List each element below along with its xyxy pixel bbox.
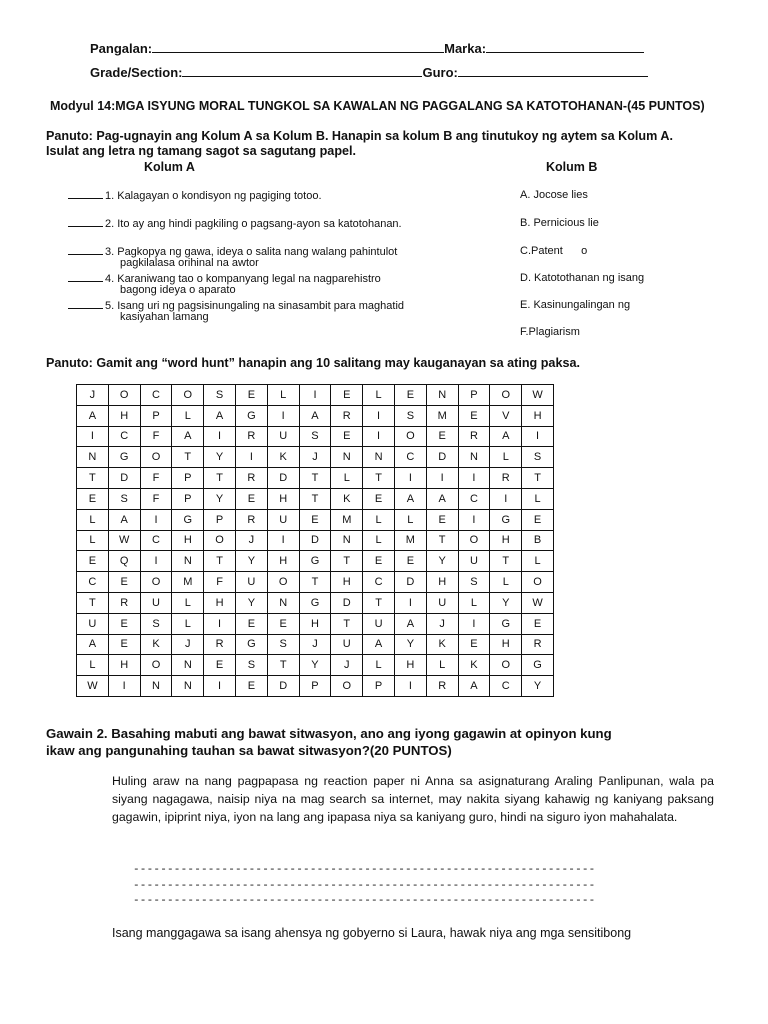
grid-cell[interactable]: G bbox=[299, 551, 331, 572]
grid-cell[interactable]: O bbox=[490, 655, 522, 676]
grid-cell[interactable]: D bbox=[331, 592, 363, 613]
grid-row bbox=[77, 509, 554, 530]
grid-cell[interactable]: G bbox=[108, 447, 140, 468]
grid-cell[interactable]: E bbox=[108, 613, 140, 634]
col-a-item bbox=[68, 299, 404, 312]
grid-cell[interactable]: U bbox=[458, 551, 490, 572]
grid-cell[interactable]: F bbox=[140, 488, 172, 509]
col-a-item-text: 2. Ito ay ang hindi pagkiling o pagsang-ayon sa katotohanan. bbox=[105, 218, 402, 230]
grid-cell[interactable]: U bbox=[235, 572, 267, 593]
grid-cell[interactable]: U bbox=[140, 592, 172, 613]
grid-cell[interactable]: I bbox=[140, 551, 172, 572]
grid-cell[interactable]: W bbox=[522, 385, 554, 406]
grid-cell[interactable]: O bbox=[172, 385, 204, 406]
grid-cell[interactable]: N bbox=[331, 447, 363, 468]
grid-cell[interactable]: I bbox=[394, 676, 426, 697]
grid-cell[interactable]: H bbox=[172, 530, 204, 551]
grid-cell[interactable]: E bbox=[426, 509, 458, 530]
grid-cell[interactable]: M bbox=[331, 509, 363, 530]
grid-cell[interactable]: H bbox=[490, 530, 522, 551]
grid-cell[interactable]: U bbox=[363, 613, 395, 634]
grid-cell[interactable]: L bbox=[522, 488, 554, 509]
grid-cell[interactable]: D bbox=[108, 468, 140, 489]
grid-cell[interactable]: J bbox=[235, 530, 267, 551]
grid-cell[interactable]: S bbox=[394, 405, 426, 426]
answer-line[interactable]: -------------------------------------------------------------------- bbox=[133, 864, 596, 876]
grid-row bbox=[77, 488, 554, 509]
grid-cell[interactable]: I bbox=[363, 405, 395, 426]
grid-cell[interactable]: I bbox=[235, 447, 267, 468]
name-label: Pangalan: bbox=[90, 41, 153, 56]
col-b-item: C.Patent o bbox=[520, 245, 588, 257]
section-line bbox=[90, 64, 648, 80]
grid-cell[interactable]: L bbox=[77, 655, 109, 676]
grid-cell[interactable]: K bbox=[267, 447, 299, 468]
grid-cell[interactable]: E bbox=[458, 634, 490, 655]
grid-row bbox=[77, 426, 554, 447]
grid-cell[interactable]: H bbox=[267, 488, 299, 509]
grid-cell[interactable]: T bbox=[204, 551, 236, 572]
grid-cell[interactable]: A bbox=[490, 426, 522, 447]
grid-cell[interactable]: C bbox=[363, 572, 395, 593]
grid-cell[interactable]: I bbox=[363, 426, 395, 447]
grid-cell[interactable]: F bbox=[140, 426, 172, 447]
grid-cell[interactable]: E bbox=[108, 634, 140, 655]
grid-cell[interactable]: A bbox=[394, 488, 426, 509]
grid-row bbox=[77, 572, 554, 593]
grid-cell[interactable]: E bbox=[363, 488, 395, 509]
grid-cell[interactable]: L bbox=[458, 592, 490, 613]
grid-cell[interactable]: U bbox=[267, 509, 299, 530]
grid-cell[interactable]: H bbox=[299, 613, 331, 634]
gawain2-heading-2: ikaw ang pangunahing tauhan sa bawat sitwasyon?(20 PUNTOS) bbox=[46, 743, 452, 758]
grid-cell[interactable]: O bbox=[394, 426, 426, 447]
grid-cell[interactable]: R bbox=[235, 468, 267, 489]
grid-cell[interactable]: H bbox=[331, 572, 363, 593]
grid-cell[interactable]: J bbox=[331, 655, 363, 676]
grid-cell[interactable]: A bbox=[77, 634, 109, 655]
grid-cell[interactable]: G bbox=[490, 509, 522, 530]
grid-cell[interactable]: I bbox=[204, 426, 236, 447]
grid-cell[interactable]: N bbox=[458, 447, 490, 468]
grid-cell[interactable]: J bbox=[299, 634, 331, 655]
col-a-item-cont: bagong ideya o aparato bbox=[120, 284, 236, 296]
grid-cell[interactable]: I bbox=[394, 468, 426, 489]
grid-cell[interactable]: L bbox=[426, 655, 458, 676]
grid-cell[interactable]: S bbox=[299, 426, 331, 447]
grid-cell[interactable]: I bbox=[204, 613, 236, 634]
grid-cell[interactable]: T bbox=[204, 468, 236, 489]
grid-cell[interactable]: L bbox=[172, 592, 204, 613]
grid-cell[interactable]: L bbox=[267, 385, 299, 406]
grid-cell[interactable]: J bbox=[426, 613, 458, 634]
grid-cell[interactable]: L bbox=[172, 613, 204, 634]
grid-cell[interactable]: A bbox=[458, 676, 490, 697]
grid-cell[interactable]: O bbox=[140, 447, 172, 468]
grid-cell[interactable]: S bbox=[108, 488, 140, 509]
grid-cell[interactable]: E bbox=[235, 613, 267, 634]
grid-cell[interactable]: A bbox=[172, 426, 204, 447]
grid-cell[interactable]: N bbox=[426, 385, 458, 406]
grid-row bbox=[77, 592, 554, 613]
grid-cell[interactable]: W bbox=[77, 676, 109, 697]
grid-cell[interactable]: I bbox=[458, 613, 490, 634]
grid-cell[interactable]: N bbox=[363, 447, 395, 468]
grid-cell[interactable]: T bbox=[363, 592, 395, 613]
grid-cell[interactable]: C bbox=[394, 447, 426, 468]
grid-cell[interactable]: E bbox=[235, 385, 267, 406]
grid-cell[interactable]: H bbox=[204, 592, 236, 613]
grid-cell[interactable]: L bbox=[363, 509, 395, 530]
grid-cell[interactable]: G bbox=[235, 634, 267, 655]
grid-cell[interactable]: E bbox=[331, 385, 363, 406]
grid-cell[interactable]: O bbox=[458, 530, 490, 551]
col-b-item: B. Pernicious lie bbox=[520, 217, 599, 229]
grid-cell[interactable]: D bbox=[394, 572, 426, 593]
answer-blank[interactable] bbox=[68, 217, 103, 227]
grid-cell[interactable]: I bbox=[426, 468, 458, 489]
grid-cell[interactable]: N bbox=[267, 592, 299, 613]
grid-cell[interactable]: I bbox=[394, 592, 426, 613]
grid-cell[interactable]: R bbox=[235, 426, 267, 447]
grid-cell[interactable]: I bbox=[458, 468, 490, 489]
grid-cell[interactable]: L bbox=[363, 530, 395, 551]
grid-cell[interactable]: G bbox=[522, 655, 554, 676]
answer-blank[interactable] bbox=[68, 245, 103, 255]
grid-cell[interactable]: S bbox=[140, 613, 172, 634]
grid-cell[interactable]: D bbox=[299, 530, 331, 551]
grid-cell[interactable]: O bbox=[331, 676, 363, 697]
grid-cell[interactable]: G bbox=[235, 405, 267, 426]
grid-cell[interactable]: O bbox=[108, 385, 140, 406]
grid-cell[interactable]: T bbox=[490, 551, 522, 572]
grid-cell[interactable]: E bbox=[522, 613, 554, 634]
grid-cell[interactable]: K bbox=[426, 634, 458, 655]
grid-cell[interactable]: T bbox=[331, 551, 363, 572]
grid-cell[interactable]: L bbox=[394, 509, 426, 530]
grid-cell[interactable]: G bbox=[490, 613, 522, 634]
answer-blank[interactable] bbox=[68, 299, 103, 309]
answer-blank[interactable] bbox=[68, 189, 103, 199]
col-a-item-text: 3. Pagkopya ng gawa, ideya o salita nang walang pahintulot bbox=[105, 246, 398, 258]
grid-cell[interactable]: H bbox=[426, 572, 458, 593]
grid-row bbox=[77, 634, 554, 655]
grid-cell[interactable]: V bbox=[490, 405, 522, 426]
grid-cell[interactable]: T bbox=[77, 468, 109, 489]
column-a-header: Kolum A bbox=[144, 160, 195, 174]
grid-cell[interactable]: C bbox=[108, 426, 140, 447]
grid-cell[interactable]: Y bbox=[426, 551, 458, 572]
grid-cell[interactable]: H bbox=[490, 634, 522, 655]
col-a-item-text: 4. Karaniwang tao o kompanyang legal na nagparehistro bbox=[105, 273, 381, 285]
grid-cell[interactable]: U bbox=[267, 426, 299, 447]
grid-cell[interactable]: R bbox=[426, 676, 458, 697]
grid-cell[interactable]: Y bbox=[204, 488, 236, 509]
grid-cell[interactable]: E bbox=[458, 405, 490, 426]
grid-cell[interactable]: E bbox=[108, 572, 140, 593]
grid-cell[interactable]: M bbox=[172, 572, 204, 593]
grid-cell[interactable]: T bbox=[522, 468, 554, 489]
grid-cell[interactable]: M bbox=[426, 405, 458, 426]
grid-cell[interactable]: I bbox=[267, 405, 299, 426]
grid-cell[interactable]: I bbox=[267, 530, 299, 551]
grid-cell[interactable]: I bbox=[458, 509, 490, 530]
grid-cell[interactable]: A bbox=[108, 509, 140, 530]
grid-cell[interactable]: P bbox=[299, 676, 331, 697]
col-b-item: D. Katotothanan ng isang bbox=[520, 272, 645, 284]
grid-cell[interactable]: P bbox=[172, 488, 204, 509]
grid-cell[interactable]: P bbox=[458, 385, 490, 406]
grid-row bbox=[77, 385, 554, 406]
grid-cell[interactable]: E bbox=[394, 385, 426, 406]
name-field[interactable] bbox=[152, 40, 444, 53]
grid-cell[interactable]: I bbox=[490, 488, 522, 509]
grid-cell[interactable]: U bbox=[331, 634, 363, 655]
matching-instruction-1: Panuto: Pag-ugnayin ang Kolum A sa Kolum B. Hanapin sa kolum B ang tinutukoy ng aytem sa Kolum A. bbox=[46, 129, 673, 143]
grid-cell[interactable]: H bbox=[267, 551, 299, 572]
situation-1-text: Huling araw na nang pagpapasa ng reaction paper ni Anna sa asignaturang Araling Panlipunan, wala pa siyang nagagawa, naisip niya na mag search sa internet, may nakita siyang kahawig ng kaniyang paksang gagawin, ipiprint niya, iyon na lang ang ipapasa niya sa kaniyang guro, hindi na siguro iyon mahahalata. bbox=[112, 774, 714, 824]
grid-cell[interactable]: T bbox=[426, 530, 458, 551]
grid-cell[interactable]: J bbox=[172, 634, 204, 655]
situation-2-text: Isang manggagawa sa isang ahensya ng gobyerno si Laura, hawak niya ang mga sensitibong bbox=[112, 926, 632, 940]
grid-cell[interactable]: N bbox=[331, 530, 363, 551]
col-a-item bbox=[68, 189, 322, 202]
grid-cell[interactable]: P bbox=[140, 405, 172, 426]
grid-cell[interactable]: N bbox=[172, 551, 204, 572]
teacher-label: Guro: bbox=[422, 65, 458, 80]
grid-row bbox=[77, 447, 554, 468]
section-label: Grade/Section: bbox=[90, 65, 183, 80]
grid-cell[interactable]: C bbox=[140, 385, 172, 406]
grid-cell[interactable]: L bbox=[77, 509, 109, 530]
col-b-item: A. Jocose lies bbox=[520, 189, 588, 201]
grid-cell[interactable]: E bbox=[235, 488, 267, 509]
grid-cell[interactable]: I bbox=[140, 509, 172, 530]
grid-cell[interactable]: I bbox=[108, 676, 140, 697]
grid-cell[interactable]: E bbox=[77, 488, 109, 509]
grid-cell[interactable]: P bbox=[363, 676, 395, 697]
grid-cell[interactable]: O bbox=[490, 385, 522, 406]
grid-cell[interactable]: F bbox=[204, 572, 236, 593]
grid-cell[interactable]: R bbox=[108, 592, 140, 613]
grid-cell[interactable]: E bbox=[267, 613, 299, 634]
grid-cell[interactable]: T bbox=[331, 613, 363, 634]
grid-cell[interactable]: P bbox=[204, 509, 236, 530]
grid-cell[interactable]: D bbox=[426, 447, 458, 468]
grid-cell[interactable]: N bbox=[77, 447, 109, 468]
grid-cell[interactable]: W bbox=[108, 530, 140, 551]
grid-cell[interactable]: N bbox=[140, 676, 172, 697]
grid-cell[interactable]: R bbox=[490, 468, 522, 489]
grid-cell[interactable]: E bbox=[331, 426, 363, 447]
grid-cell[interactable]: I bbox=[522, 426, 554, 447]
grid-cell[interactable]: C bbox=[490, 676, 522, 697]
grid-cell[interactable]: R bbox=[235, 509, 267, 530]
grid-cell[interactable]: E bbox=[77, 551, 109, 572]
grid-cell[interactable]: E bbox=[426, 426, 458, 447]
grid-cell[interactable]: L bbox=[490, 447, 522, 468]
grid-cell[interactable]: K bbox=[331, 488, 363, 509]
grid-cell[interactable]: L bbox=[490, 572, 522, 593]
grid-cell[interactable]: B bbox=[522, 530, 554, 551]
grid-cell[interactable]: J bbox=[299, 447, 331, 468]
grid-cell[interactable]: E bbox=[522, 509, 554, 530]
grid-cell[interactable]: H bbox=[108, 655, 140, 676]
grid-cell[interactable]: R bbox=[522, 634, 554, 655]
grid-cell[interactable]: R bbox=[331, 405, 363, 426]
column-b-header: Kolum B bbox=[546, 160, 598, 174]
grid-row bbox=[77, 405, 554, 426]
grid-cell[interactable]: M bbox=[394, 530, 426, 551]
grid-row bbox=[77, 676, 554, 697]
teacher-field[interactable] bbox=[458, 64, 648, 77]
grid-cell[interactable]: U bbox=[426, 592, 458, 613]
answer-blank[interactable] bbox=[68, 272, 103, 282]
grid-row bbox=[77, 613, 554, 634]
grid-cell[interactable]: L bbox=[172, 405, 204, 426]
grid-cell[interactable]: Y bbox=[299, 655, 331, 676]
grid-cell[interactable]: K bbox=[458, 655, 490, 676]
grid-cell[interactable]: L bbox=[331, 468, 363, 489]
name-line bbox=[90, 40, 644, 56]
grid-cell[interactable]: C bbox=[140, 530, 172, 551]
grid-cell[interactable]: R bbox=[458, 426, 490, 447]
answer-line[interactable]: -------------------------------------------------------------------- bbox=[133, 895, 596, 907]
grid-cell[interactable]: F bbox=[140, 468, 172, 489]
grid-row bbox=[77, 551, 554, 572]
grid-cell[interactable]: D bbox=[267, 468, 299, 489]
grid-cell[interactable]: A bbox=[363, 634, 395, 655]
col-a-item-cont: kasiyahan lamang bbox=[120, 311, 209, 323]
grid-cell[interactable]: N bbox=[172, 676, 204, 697]
grid-cell[interactable]: T bbox=[363, 468, 395, 489]
col-b-item: E. Kasinungalingan ng bbox=[520, 299, 631, 311]
grid-cell[interactable]: Q bbox=[108, 551, 140, 572]
wordhunt-instruction: Panuto: Gamit ang “word hunt” hanapin ang 10 salitang may kauganayan sa ating paksa. bbox=[46, 356, 580, 370]
grid-cell[interactable]: O bbox=[522, 572, 554, 593]
grid-cell[interactable]: S bbox=[204, 385, 236, 406]
grid-cell[interactable]: I bbox=[299, 385, 331, 406]
grid-cell[interactable]: H bbox=[522, 405, 554, 426]
grid-row bbox=[77, 468, 554, 489]
grid-cell[interactable]: T bbox=[299, 572, 331, 593]
grid-cell[interactable]: E bbox=[394, 551, 426, 572]
grid-cell[interactable]: P bbox=[172, 468, 204, 489]
answer-line[interactable]: -------------------------------------------------------------------- bbox=[133, 880, 596, 892]
grid-cell[interactable]: A bbox=[204, 405, 236, 426]
grid-row bbox=[77, 655, 554, 676]
col-a-item-cont: pagkilalasa orihinal na awtor bbox=[120, 257, 259, 269]
grid-cell[interactable]: T bbox=[77, 592, 109, 613]
grid-cell[interactable]: T bbox=[172, 447, 204, 468]
col-a-item bbox=[68, 217, 402, 230]
grid-cell[interactable]: K bbox=[140, 634, 172, 655]
grid-cell[interactable]: J bbox=[77, 385, 109, 406]
grid-cell[interactable]: Y bbox=[394, 634, 426, 655]
grid-cell[interactable]: E bbox=[363, 551, 395, 572]
grid-cell[interactable]: T bbox=[299, 488, 331, 509]
col-a-item-text: 5. Isang uri ng pagsisinungaling na sinasambit para maghatid bbox=[105, 300, 405, 312]
grid-cell[interactable]: O bbox=[140, 655, 172, 676]
col-a-item-text: 1. Kalagayan o kondisyon ng pagiging totoo. bbox=[105, 190, 322, 202]
grid-cell[interactable]: G bbox=[172, 509, 204, 530]
module-title: Modyul 14:MGA ISYUNG MORAL TUNGKOL SA KAWALAN NG PAGGALANG SA KATOTOHANAN-(45 PUNTOS) bbox=[50, 99, 705, 113]
grid-cell[interactable]: A bbox=[299, 405, 331, 426]
wordhunt-grid bbox=[76, 384, 554, 697]
grid-cell[interactable]: E bbox=[235, 676, 267, 697]
grid-cell[interactable]: E bbox=[299, 509, 331, 530]
grid-cell[interactable]: A bbox=[77, 405, 109, 426]
grid-cell[interactable]: C bbox=[77, 572, 109, 593]
grid-cell[interactable]: U bbox=[77, 613, 109, 634]
grid-cell[interactable]: Y bbox=[204, 447, 236, 468]
grid-cell[interactable]: S bbox=[458, 572, 490, 593]
grid-cell[interactable]: G bbox=[299, 592, 331, 613]
grid-cell[interactable]: O bbox=[140, 572, 172, 593]
grid-row bbox=[77, 530, 554, 551]
grid-cell[interactable]: S bbox=[522, 447, 554, 468]
col-b-item: F.Plagiarism bbox=[520, 326, 580, 338]
grid-cell[interactable]: O bbox=[204, 530, 236, 551]
grade-label: Marka: bbox=[444, 41, 487, 56]
grid-cell[interactable]: A bbox=[394, 613, 426, 634]
grade-field[interactable] bbox=[486, 40, 644, 53]
grid-cell[interactable]: N bbox=[172, 655, 204, 676]
matching-instruction-2: Isulat ang letra ng tamang sagot sa sagutang papel. bbox=[46, 144, 357, 158]
section-field[interactable] bbox=[182, 64, 422, 77]
grid-cell[interactable]: T bbox=[299, 468, 331, 489]
grid-cell[interactable]: O bbox=[267, 572, 299, 593]
grid-cell[interactable]: L bbox=[363, 385, 395, 406]
grid-cell[interactable]: I bbox=[204, 676, 236, 697]
grid-cell[interactable]: L bbox=[77, 530, 109, 551]
grid-cell[interactable]: Y bbox=[522, 676, 554, 697]
gawain2-heading-1: Gawain 2. Basahing mabuti ang bawat sitwasyon, ano ang iyong gagawin at opinyon kung bbox=[46, 726, 612, 741]
grid-cell[interactable]: C bbox=[458, 488, 490, 509]
grid-cell[interactable]: R bbox=[204, 634, 236, 655]
grid-cell[interactable]: W bbox=[522, 592, 554, 613]
grid-cell[interactable]: Y bbox=[490, 592, 522, 613]
grid-cell[interactable]: Y bbox=[235, 592, 267, 613]
grid-cell[interactable]: S bbox=[235, 655, 267, 676]
grid-cell[interactable]: E bbox=[204, 655, 236, 676]
grid-cell[interactable]: H bbox=[394, 655, 426, 676]
grid-cell[interactable]: S bbox=[267, 634, 299, 655]
grid-cell[interactable]: I bbox=[77, 426, 109, 447]
grid-cell[interactable]: A bbox=[426, 488, 458, 509]
grid-cell[interactable]: H bbox=[108, 405, 140, 426]
grid-cell[interactable]: D bbox=[267, 676, 299, 697]
grid-cell[interactable]: T bbox=[267, 655, 299, 676]
grid-cell[interactable]: L bbox=[363, 655, 395, 676]
grid-cell[interactable]: Y bbox=[235, 551, 267, 572]
grid-cell[interactable]: L bbox=[522, 551, 554, 572]
